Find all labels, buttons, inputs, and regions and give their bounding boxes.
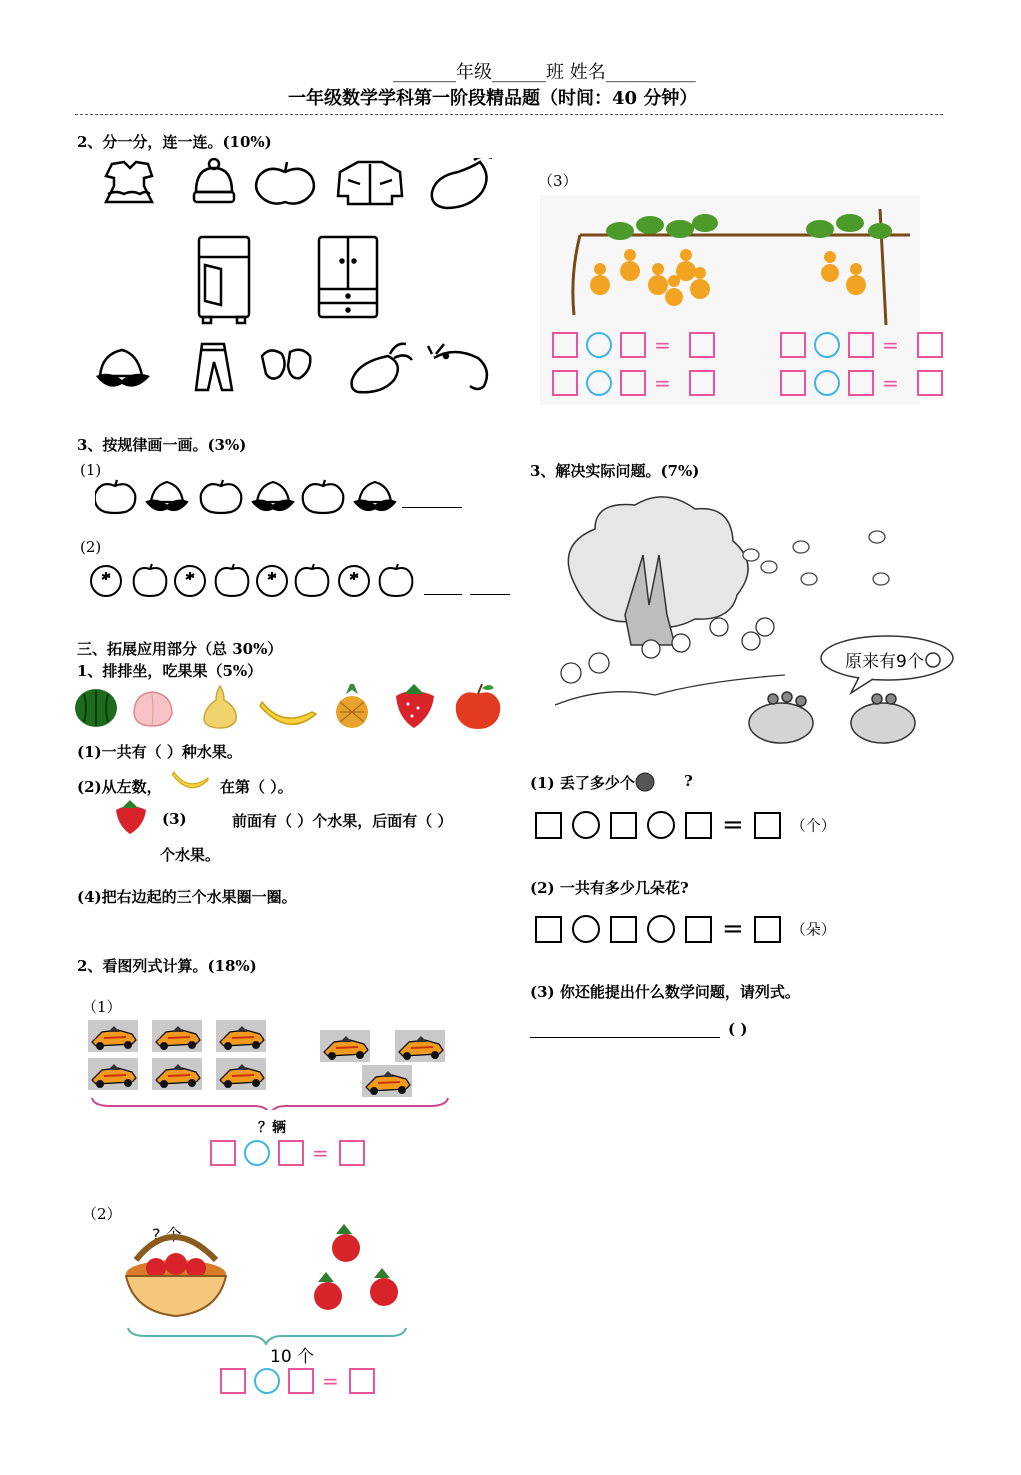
peach-icon	[147, 482, 187, 510]
apple-icon	[296, 564, 329, 596]
basket-question-label: ? 个	[152, 1225, 182, 1244]
apple-icon	[95, 480, 135, 513]
gourd-eq-3	[552, 370, 723, 396]
orange-icon	[91, 566, 121, 596]
dress-icon	[106, 162, 152, 202]
answer-box[interactable]	[610, 916, 637, 943]
apple-icon	[380, 564, 413, 596]
rq2-text: (2) 一共有多少几朵花?	[530, 879, 689, 897]
answer-box[interactable]	[610, 812, 637, 839]
rq1-text: (1) 丢了多少个	[530, 774, 635, 792]
equals-sign: =	[312, 1141, 329, 1165]
banana-icon	[260, 702, 316, 724]
answer-box[interactable]	[917, 332, 943, 358]
shrimp-icon	[428, 344, 487, 389]
p2-1-label: （1）	[82, 998, 122, 1016]
operator-circle[interactable]	[647, 915, 675, 943]
operator-circle[interactable]	[814, 370, 840, 396]
answer-box[interactable]	[535, 916, 562, 943]
answer-box[interactable]	[754, 812, 781, 839]
equals-sign: =	[322, 1369, 339, 1393]
rq1-equation	[535, 810, 836, 840]
gloves-icon	[262, 350, 310, 379]
orange-icon	[339, 566, 369, 596]
answer-box[interactable]	[552, 332, 578, 358]
eggplant-icon	[432, 158, 492, 208]
answer-box[interactable]	[349, 1368, 375, 1394]
equals-sign: =	[722, 914, 744, 944]
equation-cars	[210, 1140, 373, 1166]
rq3-paren[interactable]: ( )	[728, 1020, 748, 1038]
apple-color-icon	[456, 684, 500, 729]
furniture-drawings	[195, 235, 395, 327]
apple-icon	[134, 564, 167, 596]
operator-circle[interactable]	[572, 915, 600, 943]
answer-box[interactable]	[848, 332, 874, 358]
rq3-answer-line[interactable]	[530, 1037, 720, 1038]
knit-hat-icon	[194, 159, 234, 202]
page-title: 一年级数学学科第一阶段精品题（时间：40 分钟）	[288, 88, 698, 109]
operator-circle[interactable]	[647, 811, 675, 839]
strawberry-small-icon	[112, 800, 150, 836]
race-car-icon	[362, 1065, 412, 1097]
p1-q3a: (3)	[162, 810, 187, 828]
answer-box[interactable]	[552, 370, 578, 396]
answer-box[interactable]	[780, 370, 806, 396]
radish-icon	[332, 1224, 360, 1262]
peach-icon	[253, 482, 293, 510]
radish-icon	[370, 1268, 398, 1306]
strawberry-icon	[396, 684, 434, 728]
practical-title: 3、解决实际问题。(7%)	[530, 462, 700, 480]
gourd-q-label: （3）	[538, 172, 578, 190]
p1-title: 1、排排坐，吃果果（5%）	[77, 662, 263, 680]
answer-box[interactable]	[339, 1140, 365, 1166]
race-car-icon	[216, 1020, 266, 1052]
answer-blank-3[interactable]	[470, 594, 510, 595]
apple-icon	[303, 480, 344, 513]
answer-box[interactable]	[620, 370, 646, 396]
gourd-eq-2	[780, 332, 951, 358]
equals-sign: =	[654, 333, 671, 357]
radish-icon	[314, 1272, 342, 1310]
answer-box[interactable]	[278, 1140, 304, 1166]
pear-icon	[204, 686, 236, 728]
orange-icon	[175, 566, 205, 596]
q2-title: 2、分一分，连一连。(10%)	[77, 133, 272, 151]
header-divider	[75, 114, 943, 115]
rq3-text: (3) 你还能提出什么数学问题，请列式。	[530, 983, 800, 1001]
operator-circle[interactable]	[244, 1140, 270, 1166]
equals-sign: =	[722, 810, 744, 840]
operator-circle[interactable]	[586, 370, 612, 396]
answer-box[interactable]	[685, 812, 712, 839]
gourd-eq-1	[552, 332, 723, 358]
jacket-icon	[338, 162, 402, 204]
answer-box[interactable]	[535, 812, 562, 839]
speech-text: 原来有9个	[845, 652, 924, 672]
orange-icon	[257, 566, 287, 596]
pineapple-icon	[336, 684, 368, 728]
p2-2-label: （2）	[82, 1205, 122, 1223]
bird-icons	[743, 531, 889, 585]
race-car-icon	[395, 1030, 445, 1062]
answer-blank-1[interactable]	[402, 507, 462, 508]
apple-icon	[201, 480, 242, 513]
answer-box[interactable]	[288, 1368, 314, 1394]
rq1-unit: （个）	[790, 816, 836, 835]
race-car-icon	[88, 1058, 138, 1090]
part3-title: 三、拓展应用部分（总 30%）	[77, 640, 283, 658]
info-line: _______年级______班 姓名__________	[393, 62, 696, 83]
gourd-eq-4	[780, 370, 951, 396]
p1-q4: (4)把右边起的三个水果圈一圈。	[77, 888, 297, 906]
race-car-icon	[152, 1058, 202, 1090]
pattern-row-2	[90, 563, 420, 599]
rq2-unit: （朵）	[790, 920, 836, 939]
answer-box[interactable]	[689, 370, 715, 396]
watermelon-icon	[75, 689, 117, 727]
answer-box[interactable]	[689, 332, 715, 358]
answer-box[interactable]	[620, 332, 646, 358]
q3-2-label: (2)	[80, 538, 102, 556]
answer-box[interactable]	[685, 916, 712, 943]
race-car-icon	[88, 1020, 138, 1052]
operator-circle[interactable]	[572, 811, 600, 839]
equation-radish	[220, 1368, 383, 1394]
fruit-row	[74, 682, 510, 730]
banana-small-icon	[172, 766, 210, 792]
p2-title: 2、看图列式计算。(18%)	[77, 957, 257, 975]
peach-icon	[96, 350, 150, 387]
apple-icon	[216, 564, 249, 596]
p1-q3c: 个水果。	[160, 846, 221, 864]
race-car-icon	[320, 1030, 370, 1062]
race-car-icon	[152, 1020, 202, 1052]
operator-circle[interactable]	[586, 332, 612, 358]
equals-sign: =	[882, 333, 899, 357]
basket-total-label: 10 个	[270, 1347, 315, 1367]
fridge-icon	[199, 237, 249, 323]
row3-drawings	[92, 340, 502, 396]
answer-box[interactable]	[210, 1140, 236, 1166]
fruit-dark-icon	[634, 770, 656, 792]
race-car-icon	[216, 1058, 266, 1090]
rq1-mark: ?	[684, 772, 693, 790]
p1-q2a: (2)从左数，	[77, 778, 162, 796]
answer-box[interactable]	[848, 370, 874, 396]
hedgehog-icons	[749, 692, 915, 743]
row1-drawings	[100, 158, 500, 210]
operator-circle[interactable]	[814, 332, 840, 358]
q3-title: 3、按规律画一画。(3%)	[77, 436, 247, 454]
peach-color-icon	[134, 692, 172, 726]
rq2-equation	[535, 914, 836, 944]
equals-sign: =	[882, 371, 899, 395]
apple-outline-icon	[256, 162, 314, 204]
answer-blank-2[interactable]	[424, 594, 462, 595]
p1-q2b: 在第（ ）。	[220, 778, 293, 796]
pants-icon	[196, 344, 232, 390]
p1-q1: (1)一共有（ ）种水果。	[77, 743, 242, 761]
tree-scene-figure	[555, 495, 985, 755]
radish-basket-figure	[120, 1220, 420, 1345]
equals-sign: =	[654, 371, 671, 395]
answer-box[interactable]	[754, 916, 781, 943]
operator-circle[interactable]	[254, 1368, 280, 1394]
pattern-row-1	[95, 478, 405, 516]
cabinet-icon	[319, 237, 377, 317]
carrot-icon	[352, 344, 412, 393]
answer-box[interactable]	[780, 332, 806, 358]
p1-q3b: 前面有（ ）个水果，后面有（ ）	[232, 812, 453, 830]
basket-icon	[126, 1237, 226, 1316]
peach-icon	[355, 482, 395, 510]
fruit-small-icon	[924, 650, 942, 668]
q3-1-label: (1)	[80, 461, 102, 479]
answer-box[interactable]	[220, 1368, 246, 1394]
cars-total-label: ？辆	[258, 1120, 286, 1136]
answer-box[interactable]	[917, 370, 943, 396]
